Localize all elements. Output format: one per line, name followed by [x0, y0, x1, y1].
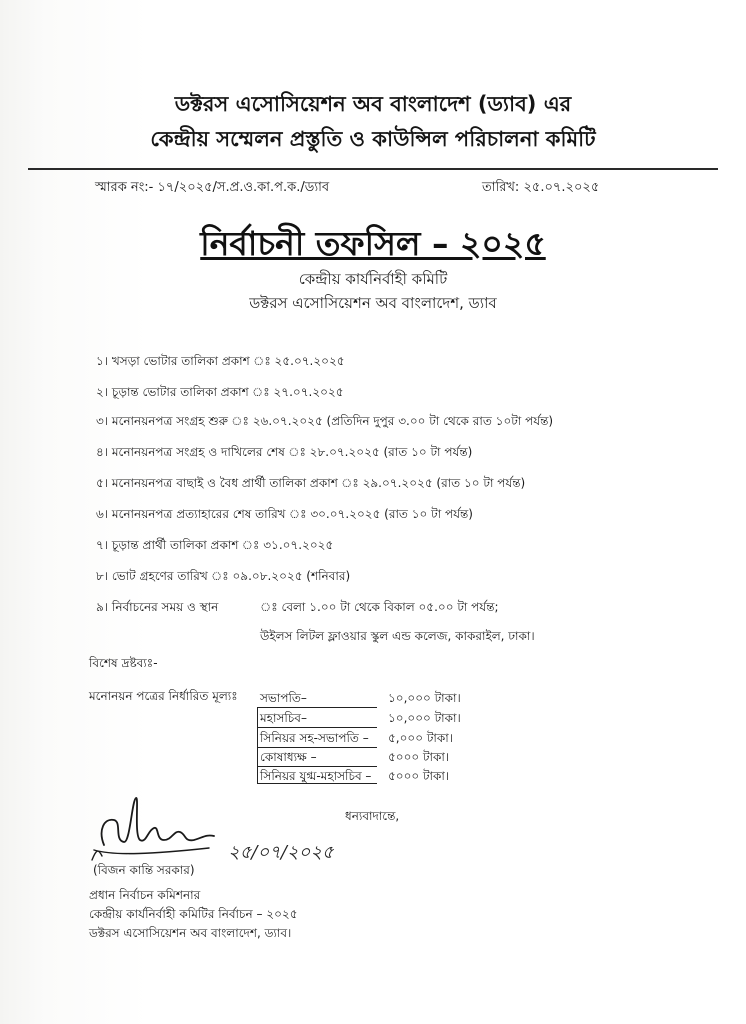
fee-amount: ৫০০০ টাকা। — [388, 769, 450, 783]
memo-number: স্মারক নং:- ১৭/২০২৫/স.প্র.ও.কা.প.ক./ড্যাব — [95, 180, 330, 195]
fee-amount: ১০,০০০ টাকা। — [388, 691, 461, 705]
schedule-item: ৮। ভোট গ্রহণের তারিখ ঃ ০৯.০৮.২০২৫ (শনিবার) — [96, 569, 351, 583]
fee-role: মহাসচিব– — [260, 711, 307, 725]
signer-organization: ডক্টরস এসোসিয়েশন অব বাংলাদেশ, ড্যাব। — [89, 926, 292, 940]
schedule-item: ৩। মনোনয়নপত্র সংগ্রহ শুরু ঃ ২৬.০৭.২০২৫ (প্রতিদিন দুপুর ৩.০০ টা থেকে রাত ১০টা পর্যন্ত) — [96, 414, 554, 428]
fee-role: কোষাধ্যক্ষ – — [260, 750, 317, 764]
schedule-item: ৫। মনোনয়নপত্র বাছাই ও বৈধ প্রার্থী তালিকা প্রকাশ ঃ ২৯.০৭.২০২৫ (রাত ১০ টা পর্যন্ত) — [96, 476, 526, 490]
fee-amount: ৫,০০০ টাকা। — [388, 731, 454, 745]
signer-name: (বিজন কান্তি সরকার) — [93, 863, 195, 877]
signature-date: ২৫/০৭/২০২৫ — [228, 842, 334, 863]
signer-committee: কেন্দ্রীয় কার্যনির্বাহী কমিটির নির্বাচন – ২০২৫ — [89, 907, 298, 921]
special-note-heading: বিশেষ দ্রষ্টব্যঃ- — [89, 656, 158, 670]
fee-label: মনোনয়ন পত্রের নির্ধারিত মূল্যঃ — [89, 689, 238, 703]
header-line-2: কেন্দ্রীয় সম্মেলন প্রস্তুতি ও কাউন্সিল পরিচালনা কমিটি — [150, 127, 596, 151]
signer-designation: প্রধান নির্বাচন কমিশনার — [89, 888, 201, 902]
fee-amount: ৫০০০ টাকা। — [388, 750, 450, 764]
schedule-item: ২। চূড়ান্ত ভোটার তালিকা প্রকাশ ঃ ২৭.০৭.২০২৫ — [96, 385, 344, 399]
schedule-item: ৪। মনোনয়নপত্র সংগ্রহ ও দাখিলের শেষ ঃ ২৮.০৭.২০২৫ (রাত ১০ টা পর্যন্ত) — [96, 445, 473, 459]
schedule-item: ৭। চূড়ান্ত প্রার্থী তালিকা প্রকাশ ঃ ৩১.০৭.২০২৫ — [96, 538, 334, 552]
handwritten-signature — [84, 790, 234, 865]
header-line-1: ডক্টরস এসোসিয়েশন অব বাংলাদেশ (ড্যাব) এর — [174, 92, 572, 116]
fee-amount: ১০,০০০ টাকা। — [388, 711, 461, 725]
schedule-item: ৯। নির্বাচনের সময় ও স্থান — [96, 600, 219, 614]
fee-role: সিনিয়র সহ-সভাপতি – — [260, 731, 369, 745]
fee-role: সভাপতি– — [260, 691, 307, 705]
subtitle-line-2: ডক্টরস এসোসিয়েশন অব বাংলাদেশ, ড্যাব — [249, 294, 497, 312]
fee-role: সিনিয়র যুগ্ম-মহাসচিব – — [260, 769, 372, 783]
subtitle-line-1: কেন্দ্রীয় কার্যনির্বাহী কমিটি — [298, 270, 448, 288]
document-title: নির্বাচনী তফসিল – ২০২৫ — [200, 224, 546, 263]
header-divider — [28, 168, 718, 170]
election-venue: উইলস লিটল ফ্লাওয়ার স্কুল এন্ড কলেজ, কাকরাইল, ঢাকা। — [260, 629, 535, 643]
closing-thanks: ধন্যবাদান্তে, — [345, 809, 400, 823]
election-time: ঃ বেলা ১.০০ টা থেকে বিকাল ০৫.০০ টা পর্যন্ত; — [260, 600, 499, 614]
schedule-item: ৬। মনোনয়নপত্র প্রত্যাহারের শেষ তারিখ ঃ ৩০.০৭.২০২৫ (রাত ১০ টা পর্যন্ত) — [96, 507, 473, 521]
memo-date: তারিখ: ২৫.০৭.২০২৫ — [482, 180, 600, 195]
schedule-item: ১। খসড়া ভোটার তালিকা প্রকাশ ঃ ২৫.০৭.২০২৫ — [96, 354, 345, 368]
